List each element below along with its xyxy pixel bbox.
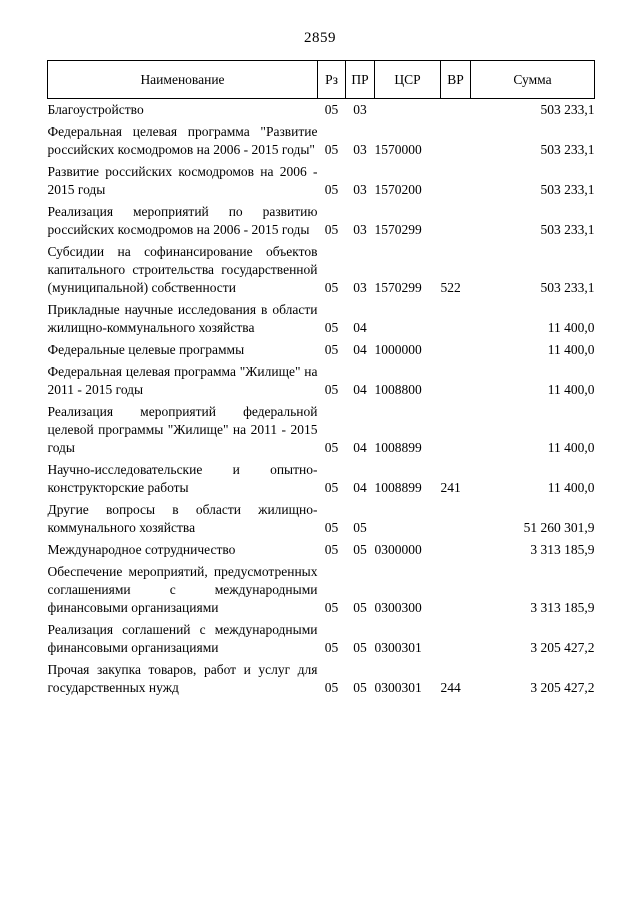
cell-rz: 05 bbox=[324, 142, 339, 157]
header-vr: ВР bbox=[441, 61, 471, 99]
cell-pr: 04 bbox=[353, 480, 367, 495]
cell-pr: 04 bbox=[353, 320, 367, 335]
cell-csr bbox=[375, 99, 441, 122]
cell-sum: 3 205 427,2 bbox=[530, 640, 595, 655]
cell-csr: 1570200 bbox=[374, 182, 422, 197]
cell-csr bbox=[375, 499, 441, 539]
table-header-row bbox=[48, 61, 595, 99]
header-name: Наименование bbox=[48, 61, 318, 99]
table-row bbox=[48, 561, 595, 619]
cell-csr: 0300301 bbox=[374, 640, 422, 655]
cell-vr bbox=[441, 361, 471, 401]
cell-pr: 04 bbox=[353, 440, 367, 455]
cell-vr bbox=[441, 561, 471, 619]
cell-pr: 03 bbox=[353, 222, 367, 237]
cell-vr bbox=[441, 99, 471, 122]
cell-csr: 1008800 bbox=[374, 382, 422, 397]
cell-csr bbox=[375, 299, 441, 339]
cell-name: Развитие российских космодромов на 2006 - 2015 годы bbox=[47, 164, 318, 197]
header-pr: ПР bbox=[346, 61, 375, 99]
cell-name: Обеспечение мероприятий, предусмотренных соглашениями с международными финансовыми организациями bbox=[47, 564, 318, 615]
cell-name: Международное сотрудничество bbox=[47, 542, 236, 557]
cell-name: Реализация мероприятий по развитию российских космодромов на 2006 - 2015 годы bbox=[47, 204, 318, 237]
cell-name: Субсидии на софинансирование объектов капитального строительства государственной (муниципальной) собственности bbox=[47, 244, 318, 295]
cell-pr: 04 bbox=[353, 342, 367, 357]
cell-sum: 503 233,1 bbox=[540, 222, 595, 237]
cell-rz: 05 bbox=[324, 520, 339, 535]
cell-pr: 03 bbox=[353, 182, 367, 197]
cell-sum: 3 313 185,9 bbox=[530, 542, 595, 557]
cell-csr: 0300300 bbox=[374, 600, 422, 615]
cell-pr: 05 bbox=[353, 680, 367, 695]
cell-vr bbox=[441, 161, 471, 201]
cell-vr: 241 bbox=[440, 480, 461, 495]
budget-table bbox=[47, 60, 595, 699]
cell-name: Другие вопросы в области жилищно-коммунального хозяйства bbox=[47, 502, 318, 535]
cell-csr: 1570000 bbox=[374, 142, 422, 157]
cell-rz: 05 bbox=[324, 320, 339, 335]
cell-rz: 05 bbox=[324, 102, 339, 117]
cell-vr bbox=[441, 339, 471, 361]
cell-rz: 05 bbox=[324, 182, 339, 197]
cell-rz: 05 bbox=[324, 280, 339, 295]
cell-vr bbox=[441, 121, 471, 161]
cell-pr: 05 bbox=[353, 542, 367, 557]
table-row bbox=[48, 161, 595, 201]
cell-rz: 05 bbox=[324, 222, 339, 237]
cell-name: Научно-исследовательские и опытно-конструкторские работы bbox=[47, 462, 318, 495]
cell-rz: 05 bbox=[324, 440, 339, 455]
cell-rz: 05 bbox=[324, 342, 339, 357]
cell-vr bbox=[441, 299, 471, 339]
table-body bbox=[48, 99, 595, 700]
cell-pr: 05 bbox=[353, 600, 367, 615]
cell-name: Федеральные целевые программы bbox=[47, 342, 245, 357]
cell-vr bbox=[441, 401, 471, 459]
cell-csr: 1008899 bbox=[374, 440, 422, 455]
cell-vr bbox=[441, 539, 471, 561]
cell-sum: 3 205 427,2 bbox=[530, 680, 595, 695]
cell-sum: 51 260 301,9 bbox=[523, 520, 595, 535]
cell-name: Федеральная целевая программа "Развитие российских космодромов на 2006 - 2015 годы" bbox=[47, 124, 318, 157]
table-row bbox=[48, 539, 595, 561]
cell-csr: 0300301 bbox=[374, 680, 422, 695]
table-row bbox=[48, 339, 595, 361]
cell-csr: 1008899 bbox=[374, 480, 422, 495]
table-row bbox=[48, 401, 595, 459]
cell-vr bbox=[441, 619, 471, 659]
cell-sum: 503 233,1 bbox=[540, 102, 595, 117]
table-row bbox=[48, 619, 595, 659]
table-row bbox=[48, 99, 595, 122]
cell-rz: 05 bbox=[324, 600, 339, 615]
cell-csr: 1570299 bbox=[374, 222, 422, 237]
cell-sum: 11 400,0 bbox=[547, 440, 595, 455]
cell-rz: 05 bbox=[324, 480, 339, 495]
cell-sum: 503 233,1 bbox=[540, 182, 595, 197]
page-number: 2859 bbox=[304, 30, 336, 46]
cell-sum: 503 233,1 bbox=[540, 142, 595, 157]
table-row bbox=[48, 459, 595, 499]
cell-pr: 03 bbox=[353, 142, 367, 157]
table-row bbox=[48, 499, 595, 539]
header-csr: ЦСР bbox=[375, 61, 441, 99]
table-row bbox=[48, 299, 595, 339]
table-row bbox=[48, 201, 595, 241]
cell-csr: 1570299 bbox=[374, 280, 422, 295]
cell-rz: 05 bbox=[324, 640, 339, 655]
table-row bbox=[48, 659, 595, 699]
cell-pr: 04 bbox=[353, 382, 367, 397]
cell-pr: 05 bbox=[353, 640, 367, 655]
cell-vr bbox=[441, 499, 471, 539]
cell-sum: 11 400,0 bbox=[547, 320, 595, 335]
cell-vr: 244 bbox=[440, 680, 461, 695]
cell-pr: 03 bbox=[353, 102, 367, 117]
cell-vr bbox=[441, 201, 471, 241]
cell-sum: 3 313 185,9 bbox=[530, 600, 595, 615]
cell-name: Реализация соглашений с международными финансовыми организациями bbox=[47, 622, 318, 655]
cell-sum: 503 233,1 bbox=[540, 280, 595, 295]
table-row bbox=[48, 361, 595, 401]
cell-vr: 522 bbox=[440, 280, 461, 295]
cell-csr: 1000000 bbox=[374, 342, 422, 357]
cell-pr: 03 bbox=[353, 280, 367, 295]
cell-name: Реализация мероприятий федеральной целевой программы "Жилище" на 2011 - 2015 годы bbox=[47, 404, 318, 455]
cell-csr: 0300000 bbox=[374, 542, 422, 557]
table-row bbox=[48, 241, 595, 299]
header-sum: Сумма bbox=[471, 61, 595, 99]
cell-name: Благоустройство bbox=[47, 102, 144, 117]
cell-rz: 05 bbox=[324, 382, 339, 397]
cell-sum: 11 400,0 bbox=[547, 382, 595, 397]
cell-name: Прикладные научные исследования в области жилищно-коммунального хозяйства bbox=[47, 302, 318, 335]
table-row bbox=[48, 121, 595, 161]
cell-pr: 05 bbox=[353, 520, 367, 535]
cell-name: Прочая закупка товаров, работ и услуг для государственных нужд bbox=[47, 662, 318, 695]
cell-rz: 05 bbox=[324, 680, 339, 695]
cell-sum: 11 400,0 bbox=[547, 342, 595, 357]
header-rz: Рз bbox=[318, 61, 346, 99]
cell-sum: 11 400,0 bbox=[547, 480, 595, 495]
cell-rz: 05 bbox=[324, 542, 339, 557]
cell-name: Федеральная целевая программа "Жилище" на 2011 - 2015 годы bbox=[47, 364, 318, 397]
